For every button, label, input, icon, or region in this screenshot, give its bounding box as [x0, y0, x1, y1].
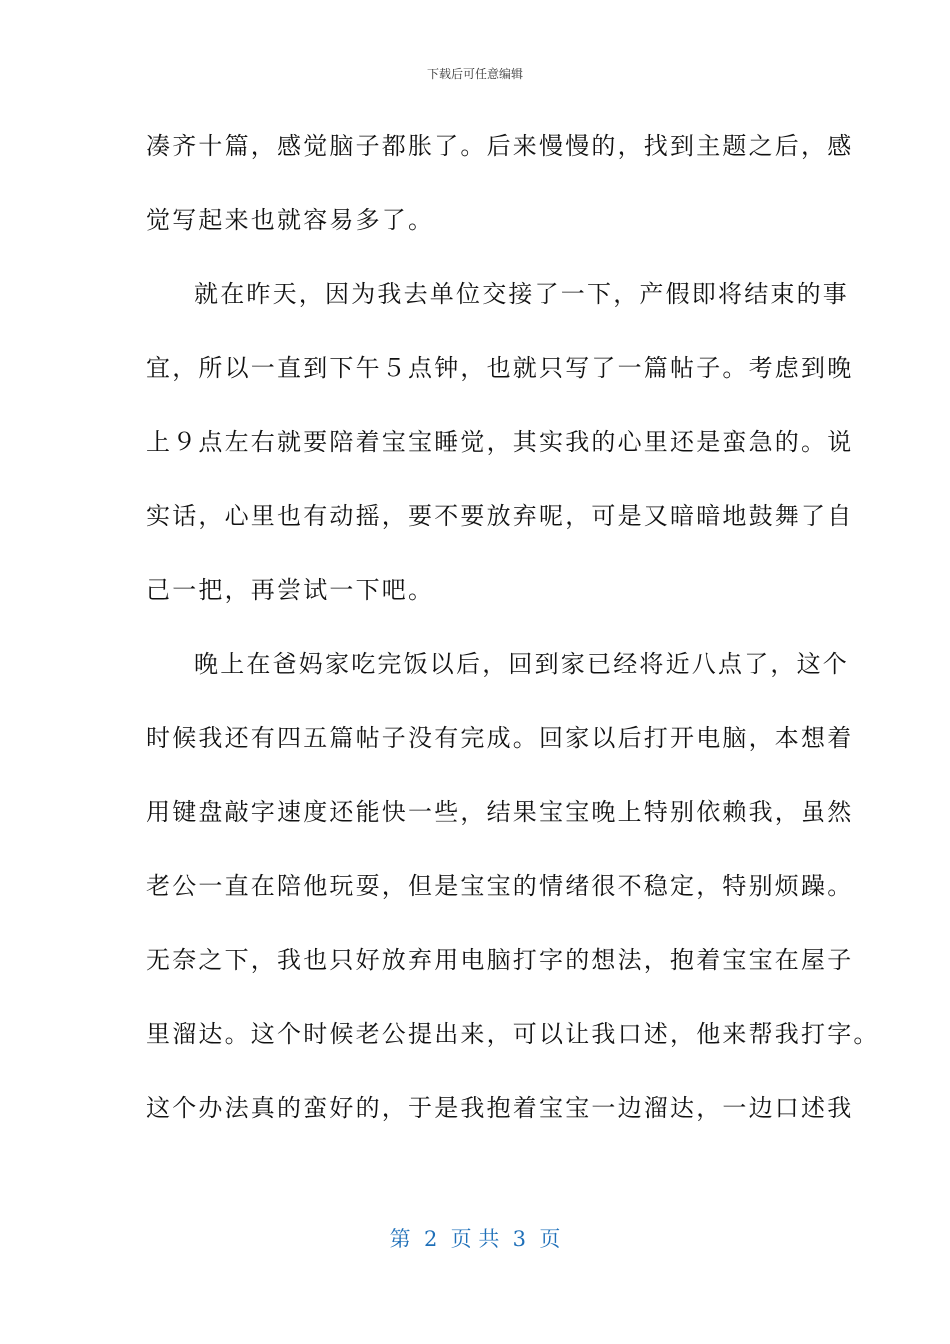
text-line: 这个办法真的蛮好的，于是我抱着宝宝一边溜达，一边口述我 — [146, 1094, 854, 1122]
text-line: 己一把，再尝试一下吧。 — [146, 576, 435, 604]
text-line: 时候我还有四五篇帖子没有完成。回家以后打开电脑，本想着 — [146, 724, 854, 752]
text-line: 里溜达。这个时候老公提出来，可以让我口述，他来帮我打字。 — [146, 1020, 880, 1048]
document-body — [146, 123, 880, 1159]
text-line: 老公一直在陪他玩耍，但是宝宝的情绪很不稳定，特别烦躁。 — [146, 872, 854, 900]
paragraph-start-line: 晚上在爸妈家吃完饭以后，回到家已经将近八点了，这个 — [194, 650, 849, 678]
page-number-footer: 第 2 页 共 3 页 — [389, 1227, 561, 1251]
page-header: 下载后可任意编辑 — [426, 67, 523, 81]
text-line: 用键盘敲字速度还能快一些，结果宝宝晚上特别依赖我，虽然 — [146, 798, 854, 826]
paragraph-start-line: 就在昨天，因为我去单位交接了一下，产假即将结束的事 — [194, 280, 849, 308]
text-line: 宜，所以一直到下午５点钟，也就只写了一篇帖子。考虑到晚 — [146, 354, 854, 382]
text-line: 觉写起来也就容易多了。 — [146, 206, 435, 234]
text-line: 无奈之下，我也只好放弃用电脑打字的想法，抱着宝宝在屋子 — [146, 946, 854, 974]
text-line: 上９点左右就要陪着宝宝睡觉，其实我的心里还是蛮急的。说 — [146, 428, 854, 456]
text-line: 实话，心里也有动摇，要不要放弃呢，可是又暗暗地鼓舞了自 — [146, 502, 854, 530]
text-line: 凑齐十篇，感觉脑子都胀了。后来慢慢的，找到主题之后，感 — [146, 132, 854, 160]
